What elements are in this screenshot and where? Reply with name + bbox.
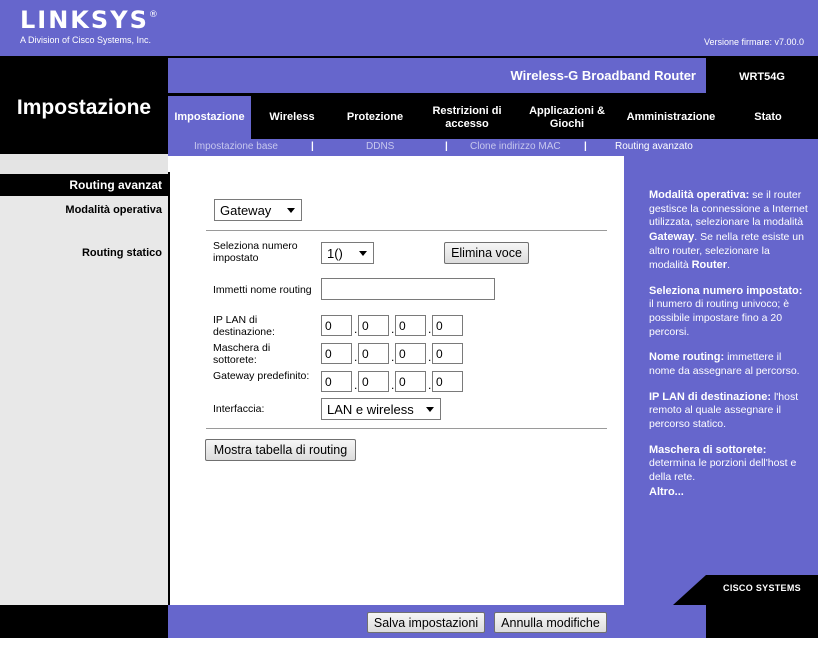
product-model: WRT54G [706, 58, 818, 93]
tab-restrizioni-accesso[interactable]: Restrizioni di accesso [432, 104, 502, 130]
elimina-voce-button[interactable]: Elimina voce [444, 242, 529, 264]
subnav-impostazione-base[interactable]: Impostazione base [194, 141, 278, 152]
label-routing-statico: Routing statico [81, 247, 162, 259]
nome-routing-input[interactable] [321, 278, 495, 300]
interface-select[interactable] [321, 398, 441, 420]
mask-dot: . [391, 350, 395, 364]
mask-octet-3[interactable]: 0 [395, 343, 426, 364]
spacer [168, 156, 624, 172]
ip-dot: . [428, 322, 432, 336]
divider [206, 428, 607, 429]
annulla-modifiche-button[interactable]: Annulla modifiche [494, 612, 607, 633]
chevron-down-icon [359, 251, 367, 256]
interface-select-value: LAN e wireless [327, 401, 414, 417]
ip-lan-label: IP LAN di destinazione: [213, 314, 275, 339]
gateway-label: Gateway predefinito: [213, 370, 310, 382]
seleziona-label: Seleziona numero impostato [213, 240, 298, 265]
help-paragraph-nome: Nome routing: immettere il nome da assegnare al percorso. [649, 351, 800, 378]
gw-octet-4[interactable]: 0 [432, 371, 463, 392]
tab-wireless[interactable]: Wireless [269, 111, 315, 124]
route-number-select[interactable] [321, 242, 374, 264]
mask-octet-1[interactable]: 0 [321, 343, 352, 364]
subnav-routing-avanzato[interactable]: Routing avanzato [615, 141, 693, 152]
linksys-logo: LINKSYS® [20, 6, 158, 34]
help-panel [624, 174, 818, 605]
interfaccia-label: Interfaccia: [213, 403, 265, 415]
gw-octet-3[interactable]: 0 [395, 371, 426, 392]
ip-octet-2[interactable]: 0 [358, 315, 389, 336]
footer-base [0, 638, 818, 646]
tab-amministrazione[interactable]: Amministrazione [626, 111, 716, 124]
chevron-down-icon [426, 407, 434, 412]
header-banner [0, 0, 818, 56]
footer-left [0, 605, 168, 638]
gw-dot: . [428, 378, 432, 392]
ip-dot: . [354, 322, 358, 336]
mask-dot: . [428, 350, 432, 364]
mask-label: Maschera di sottorete: [213, 342, 271, 367]
subnav-separator: | [311, 141, 314, 152]
mask-octet-2[interactable]: 0 [358, 343, 389, 364]
subnav-separator: | [584, 141, 587, 152]
mode-select-value: Gateway [220, 202, 272, 218]
cisco-corner [673, 575, 706, 605]
page-title: Impostazione [16, 96, 152, 119]
firmware-version: Versione firmare: v7.00.0 [703, 37, 804, 47]
left-section-title: Routing avanzat [0, 174, 168, 196]
ip-dot: . [391, 322, 395, 336]
sub-nav [168, 139, 818, 156]
mask-octet-4[interactable]: 0 [432, 343, 463, 364]
help-paragraph-mask: Maschera di sottorete: determina le porzioni dell'host e della rete. [649, 443, 797, 483]
ip-octet-4[interactable]: 0 [432, 315, 463, 336]
help-paragraph-ip: IP LAN di destinazione: l'host remoto al quale assegnare il percorso statico. [649, 390, 799, 430]
chevron-down-icon [287, 208, 295, 213]
salva-impostazioni-button[interactable]: Salva impostazioni [367, 612, 485, 633]
divider [206, 230, 607, 231]
help-more-link[interactable]: Altro... [649, 485, 684, 498]
main-content [168, 172, 624, 605]
product-bar [168, 58, 706, 93]
ip-octet-3[interactable]: 0 [395, 315, 426, 336]
main-nav [168, 96, 818, 139]
tab-protezione[interactable]: Protezione [346, 111, 404, 124]
help-paragraph-modalita: Modalità operativa: se il router gestisce la connessione a Internet utilizzata, selezionare la modalità Gateway. Se nella rete esiste un altro router, selezionare la modalità Router. [649, 189, 808, 272]
gw-dot: . [354, 378, 358, 392]
ip-octet-1[interactable]: 0 [321, 315, 352, 336]
mask-dot: . [354, 350, 358, 364]
footer-bar [168, 605, 706, 638]
mostra-tabella-routing-button[interactable]: Mostra tabella di routing [205, 439, 356, 461]
spacer [0, 154, 168, 174]
tab-applicazioni-giochi[interactable]: Applicazioni & Giochi [529, 104, 605, 130]
tab-stato[interactable]: Stato [754, 111, 782, 124]
mode-select[interactable] [214, 199, 302, 221]
logo-subtitle: A Division of Cisco Systems, Inc. [20, 35, 152, 45]
subnav-separator: | [445, 141, 448, 152]
label-modalita-operativa: Modalità operativa [65, 204, 162, 216]
left-column [0, 174, 168, 605]
tab-impostazione[interactable]: Impostazione [168, 96, 251, 139]
product-name: Wireless-G Broadband Router [510, 68, 696, 83]
nome-routing-label: Immetti nome routing [213, 284, 312, 296]
help-paragraph-seleziona: Seleziona numero impostato: il numero di routing univoco; è possibile impostare fino a 20 percorsi. [649, 284, 803, 338]
spacer [624, 156, 818, 174]
subnav-ddns[interactable]: DDNS [366, 141, 395, 152]
subnav-clone-mac[interactable]: Clone indirizzo MAC [470, 141, 561, 152]
cisco-logo-text: CISCO SYSTEMS [723, 583, 801, 593]
gw-octet-1[interactable]: 0 [321, 371, 352, 392]
footer-right [706, 605, 818, 638]
gw-dot: . [391, 378, 395, 392]
gw-octet-2[interactable]: 0 [358, 371, 389, 392]
route-number-value: 1() [327, 245, 343, 261]
